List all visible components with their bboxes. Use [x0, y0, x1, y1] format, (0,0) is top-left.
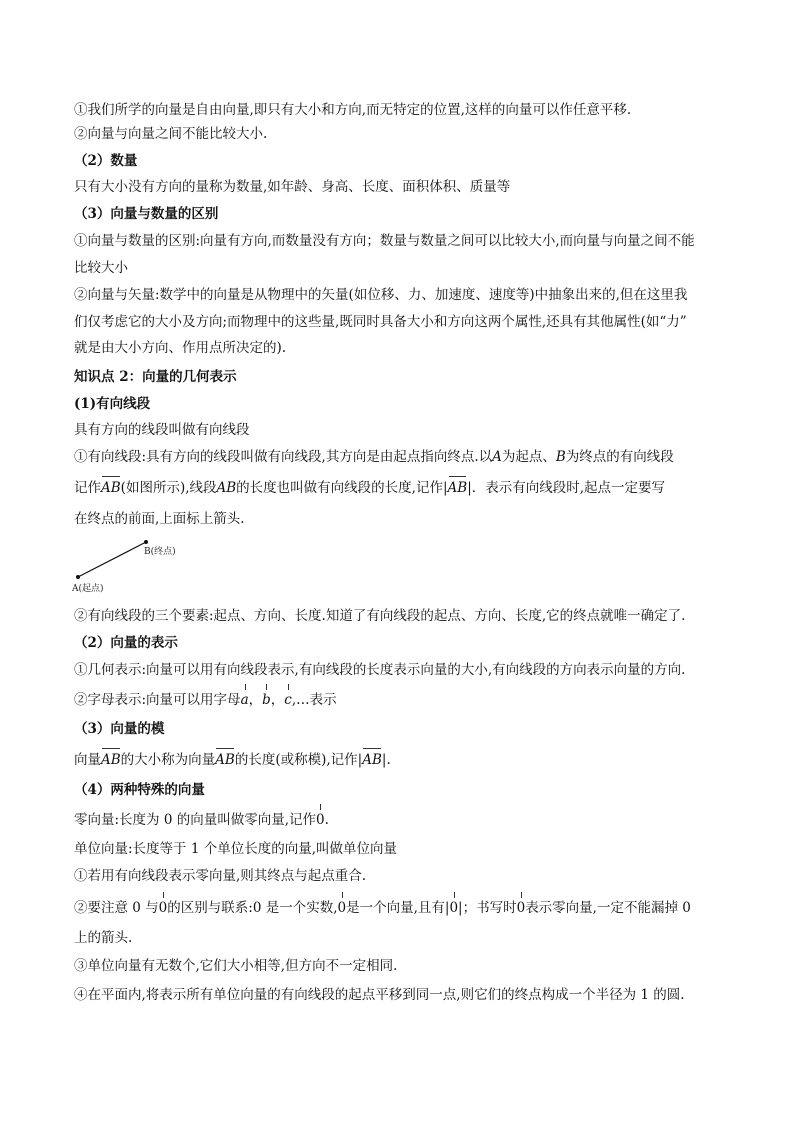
vector-ab: AB: [362, 752, 382, 768]
text-line: ①向量与数量的区别:向量有方向,而数量没有方向；数量与数量之间可以比较大小,而向量与向量之间不能: [74, 233, 695, 249]
text-line: [74, 447, 720, 467]
section-heading: （4）两种特殊的向量: [74, 782, 205, 798]
text-segment: 记作: [74, 480, 101, 496]
text-line: [74, 750, 720, 770]
symbol-a: A: [492, 449, 502, 465]
text-line: ②字母表示:向量可以用字母a，b，c,…表示: [74, 692, 337, 708]
section-heading: (1)有向线段: [74, 396, 151, 412]
text-line: ②有向线段的三个要素:起点、方向、长度.知道了有向线段的起点、方向、长度,它的终点就唯一确定了.: [74, 608, 686, 624]
text-segment: 为终点的有向线段: [565, 449, 674, 465]
text-segment: ①有向线段:具有方向的线段叫做有向线段,其方向是由起点指向终点.以: [74, 449, 493, 465]
text-line: ④在平面内,将表示所有单位向量的有向线段的起点平移到同一点,则它们的终点构成一个半径为 1 的圆.: [74, 987, 685, 1003]
text-line: [74, 478, 720, 498]
segment-line: [78, 542, 146, 577]
text-line: ②向量与向量之间不能比较大小.: [74, 126, 268, 142]
text-line: ③单位向量有无数个,它们大小相等,但方向不一定相同.: [74, 958, 398, 974]
start-label: A(起点): [72, 584, 104, 594]
text-line: ①若用有向线段表示零向量,则其终点与起点重合.: [74, 868, 367, 884]
section-heading: （3）向量与数量的区别: [74, 206, 219, 222]
vector-ab: AB: [215, 752, 235, 768]
vector-c: c: [284, 692, 292, 708]
text-line: 上的箭头.: [74, 930, 133, 946]
text-line: ②向量与矢量:数学中的向量是从物理中的矢量(如位移、力、加速度、速度等)中抽象出来的,但在这里我: [74, 287, 688, 303]
zero-vector: 0: [158, 900, 168, 916]
text-line: 在终点的前面,上面标上箭头.: [74, 511, 245, 527]
text-line: 比较大小: [74, 260, 128, 276]
text-segment: |．表示有向线段时,起点一定要写: [467, 480, 666, 496]
text-line: ①几何表示:向量可以用有向线段表示,有向线段的长度表示向量的大小,有向线段的方向表示向量的方向.: [74, 662, 686, 678]
text-segment: 向量: [74, 752, 101, 768]
text-segment: (如图所示),线段: [120, 480, 217, 496]
text-segment: 为起点、: [501, 449, 556, 465]
zero-vector: 0: [449, 900, 459, 916]
text-segment: 的大小称为向量: [120, 752, 216, 768]
text-segment: 的区别与联系:0 是一个实数,: [167, 900, 338, 916]
text-line: 单位向量:长度等于 1 个单位长度的向量,叫做单位向量: [74, 841, 398, 857]
text-line: [74, 810, 720, 830]
section-heading: （2）数量: [74, 153, 138, 169]
directed-segment-figure: [70, 536, 210, 596]
start-point: [76, 575, 80, 579]
text-segment: 零向量:长度为 0 的向量叫做零向量,记作: [74, 812, 317, 828]
symbol-b: B: [555, 449, 566, 465]
text-segment: 的长度也叫做有向线段的长度,记作|: [236, 480, 448, 496]
section-heading: （3）向量的模: [74, 721, 165, 737]
zero-vector: 0: [516, 900, 526, 916]
text-segment: |.: [381, 752, 391, 768]
vector-b: b: [262, 692, 271, 708]
text-line: 具有方向的线段叫做有向线段: [74, 422, 250, 438]
text-line: 只有大小没有方向的量称为数量,如年龄、身高、长度、面积体积、质量等: [74, 179, 511, 195]
text-segment: ②要注意 0 与: [74, 900, 159, 916]
segment-ab: AB: [216, 480, 237, 496]
vector-ab: AB: [447, 480, 468, 496]
text-segment: ②字母表示:向量可以用字母: [74, 692, 241, 708]
text-line: 们仅考虑它的大小及方向;而物理中的这些量,既同时具备大小和方向这两个属性,还具有其他属性(如“力”: [74, 314, 687, 330]
end-label: B(终点): [144, 547, 176, 557]
text-line: ①我们所学的向量是自由向量,即只有大小和方向,而无特定的位置,这样的向量可以作任意平移.: [74, 102, 632, 118]
vector-ab: AB: [101, 480, 121, 496]
zero-vector: 0: [316, 812, 325, 828]
text-segment: ,…表示: [291, 692, 337, 708]
knowledge-heading: 知识点 2：向量的几何表示: [74, 369, 237, 385]
vector-ab: AB: [101, 752, 121, 768]
vector-a: a: [240, 692, 249, 708]
text-segment: 表示零向量,一定不能漏掉 0: [525, 900, 691, 916]
text-line: [74, 898, 720, 918]
text-segment: 是一个向量,且有|: [346, 900, 450, 916]
section-heading: （2）向量的表示: [74, 635, 178, 651]
zero-vector: 0: [337, 900, 347, 916]
end-point: [144, 540, 148, 544]
text-segment: .: [324, 812, 329, 828]
text-line: 就是由大小方向、作用点所决定的).: [74, 340, 287, 356]
text-segment: |；书写时: [458, 900, 517, 916]
text-segment: 的长度(或称模),记作|: [234, 752, 363, 768]
